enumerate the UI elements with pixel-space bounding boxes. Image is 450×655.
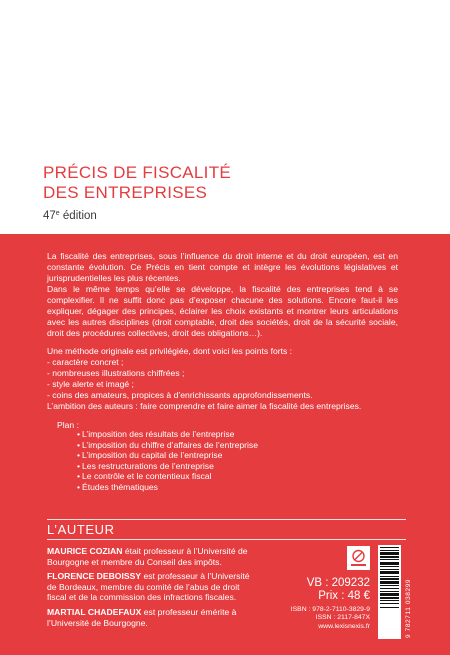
summary-paragraph-2: Dans le même temps qu’elle se développe, la fiscalité des entreprises tend à se complexifier. Il ne suffit donc pas d’exposer chacune des solutions. Encore faut-il les expliquer, dégager des principes, éclairer les choix existants et montrer leurs articulations avec les autres disciplines (droit comptable, droit des sociétés, droit de la sécurité sociale, droit des procédures collectives, droit des obligations…).: [47, 284, 398, 339]
author-bio: [47, 571, 255, 603]
method-point: - coins des amateurs, propices à d’enrichissants approfondissements.: [47, 390, 313, 401]
author-bio-text: est professeur émérite à l’Université de Bourgogne.: [47, 607, 237, 628]
author-name: MARTIAL CHADEFAUX: [47, 607, 142, 617]
barcode-bar: [380, 556, 399, 558]
barcode-bar: [380, 571, 399, 574]
barcode-bar: [380, 585, 399, 586]
barcode-bar: [380, 559, 399, 560]
issn: ISSN : 2117-847X: [315, 614, 370, 622]
author-heading: L’AUTEUR: [47, 522, 115, 537]
photocopy-warning-logo: [347, 546, 370, 570]
ambition-statement: L’ambition des auteurs : faire comprendre et faire aimer la fiscalité des entreprises.: [47, 401, 362, 411]
method-section: [47, 346, 398, 401]
author-name: MAURICE COZIAN: [47, 546, 123, 556]
barcode-bar: [380, 603, 399, 604]
title-line-1: PRÉCIS DE FISCALITÉ: [43, 163, 232, 182]
edition-number: 47: [43, 210, 56, 222]
author-bio: [47, 546, 255, 567]
plan-item: • L’imposition du chiffre d’affaires de l’entreprise: [77, 440, 258, 451]
plan-list: [77, 429, 258, 493]
barcode-icon: [378, 545, 401, 639]
plan-item: • L’imposition des résultats de l’entreprise: [77, 429, 258, 440]
plan-item: • L’imposition du capital de l’entreprise: [77, 450, 258, 461]
barcode: [378, 545, 401, 639]
author-bio: [47, 607, 255, 628]
barcode-bar: [380, 562, 399, 565]
barcode-bar: [380, 600, 399, 601]
barcode-bar: [380, 576, 399, 577]
barcode-bar: [380, 591, 399, 592]
edition-word: édition: [62, 210, 97, 222]
plan-label: Plan :: [57, 420, 79, 430]
barcode-digits: 9 782711 038299: [405, 578, 412, 638]
barcode-bar: [380, 581, 399, 584]
plan-item: • Le contrôle et le contentieux fiscal: [77, 471, 258, 482]
divider-bottom: [47, 539, 406, 540]
book-title: [43, 163, 231, 203]
identifier-block: [291, 606, 370, 631]
price-block: [307, 577, 370, 603]
divider-top: [47, 519, 406, 520]
plan-item: • Études thématiques: [77, 482, 258, 493]
author-bio-text: est professeur à l’Université de Bordeaux, membre du comité de l’abus de droit fiscal et de la commission des infractions fiscales.: [47, 571, 250, 603]
author-bio-text: était professeur à l’Université de Bourgogne et membre du Conseil des impôts.: [47, 546, 248, 567]
barcode-bar: [380, 550, 399, 551]
method-point: - style alerte et imagé ;: [47, 379, 134, 390]
barcode-bar: [380, 607, 399, 608]
cover-top: [0, 0, 450, 234]
barcode-bar: [380, 578, 399, 580]
barcode-bar: [380, 597, 399, 599]
photocopy-warning-icon: [348, 547, 369, 569]
title-line-2: DES ENTREPRISES: [43, 183, 208, 202]
barcode-bar: [380, 547, 399, 548]
price: Prix : 48 €: [318, 590, 370, 602]
summary-paragraph-1: La fiscalité des entreprises, sous l’influence du droit interne et du droit européen, est en constante évolution. Ce Précis en tient compte et intègre les évolutions législatives et jurisprudentielles les plus récentes.: [47, 251, 398, 284]
method-point: - nombreuses illustrations chiffrées ;: [47, 368, 185, 379]
isbn: ISBN : 978-2-7110-3829-9: [290, 606, 370, 613]
method-point: - caractère concret ;: [47, 357, 124, 368]
back-cover-panel: [0, 234, 450, 655]
barcode-bar: [380, 566, 399, 567]
author-name: FLORENCE DEBOISSY: [47, 571, 142, 581]
barcode-bar: [380, 593, 399, 596]
edition-suffix: e: [55, 210, 60, 217]
barcode-bar: [380, 569, 399, 570]
barcode-bar: [380, 588, 399, 589]
publisher-website: www.lexisnexis.fr: [318, 622, 370, 630]
vb-code: VB : 209232: [306, 577, 370, 589]
barcode-bar: [380, 552, 399, 555]
edition-label: [43, 210, 97, 222]
plan-item: • Les restructurations de l’entreprise: [77, 461, 258, 472]
method-intro: Une méthode originale est privilégiée, dont voici les points forts :: [47, 346, 293, 356]
